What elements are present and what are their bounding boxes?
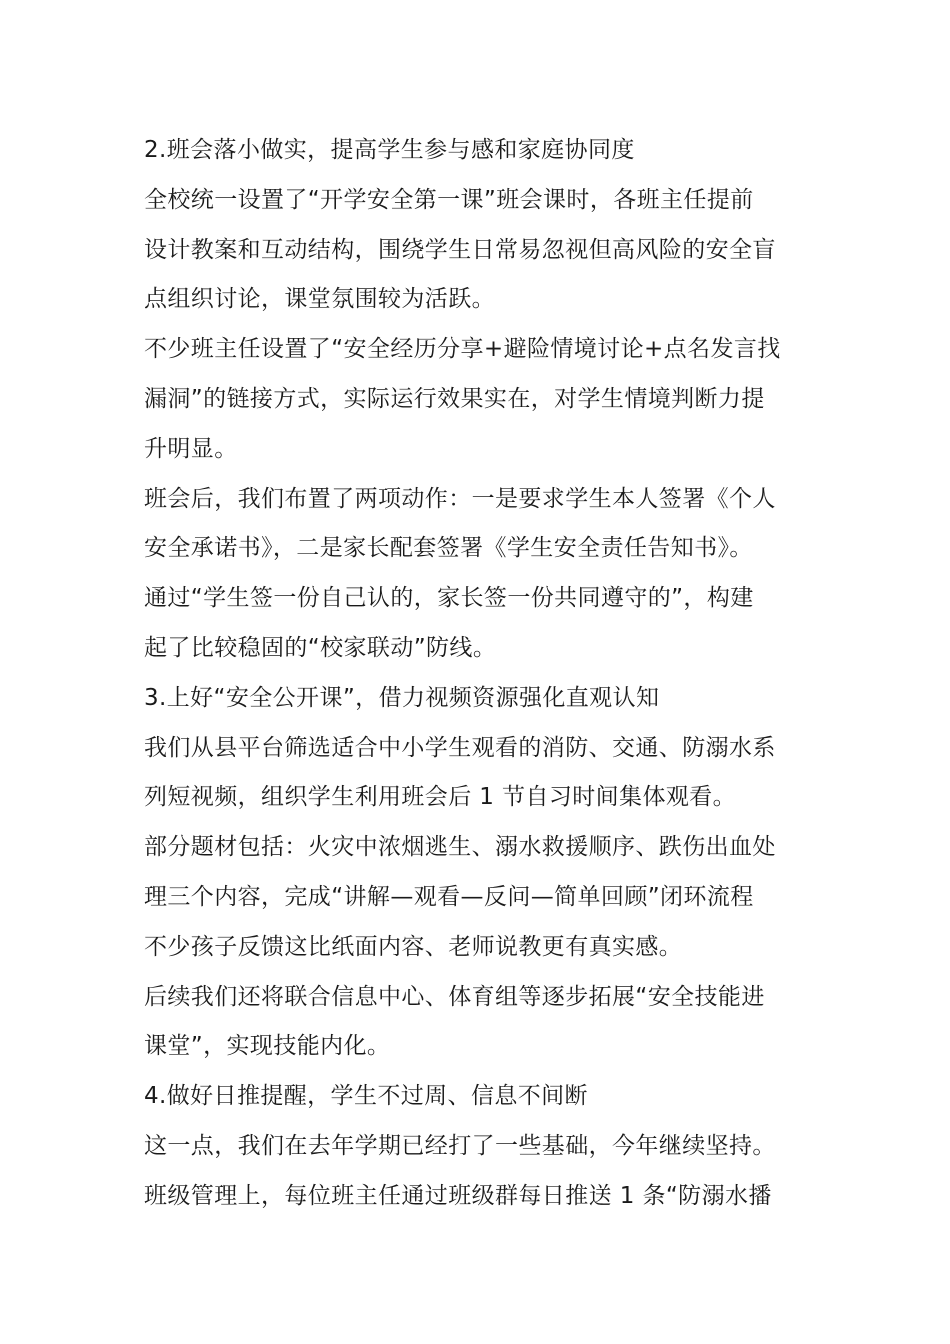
text-line: 列短视频，组织学生利用班会后 1 节自习时间集体观看。 — [144, 784, 737, 811]
text-line: 不少孩子反馈这比纸面内容、老师说教更有真实感。 — [144, 933, 683, 960]
text-line: 不少班主任设置了“安全经历分享+避险情境讨论+点名发言找 — [144, 336, 781, 363]
section-heading-2: 2.班会落小做实，提高学生参与感和家庭协同度 — [144, 137, 635, 163]
text-line: 部分题材包括：火灾中浓烟逃生、溺水救援顺序、跌伤出血处 — [144, 834, 776, 861]
text-line: 班会后，我们布置了两项动作：一是要求学生本人签署《个人 — [144, 485, 776, 512]
document-body — [144, 126, 824, 1222]
text-line: 漏洞”的链接方式，实际运行效果实在，对学生情境判断力提 — [144, 385, 765, 412]
text-line: 升明显。 — [144, 435, 238, 462]
text-line: 起了比较稳固的“校家联动”防线。 — [144, 634, 497, 661]
text-line: 理三个内容，完成“讲解—观看—反问—简单回顾”闭环流程 — [144, 883, 754, 910]
text-line: 课堂”，实现技能内化。 — [144, 1033, 391, 1060]
text-line: 我们从县平台筛选适合中小学生观看的消防、交通、防溺水系 — [144, 734, 776, 761]
text-line: 设计教案和互动结构，围绕学生日常易忽视但高风险的安全盲 — [144, 236, 776, 263]
text-line: 这一点，我们在去年学期已经打了一些基础，今年继续坚持。 — [144, 1132, 776, 1159]
text-line: 全校统一设置了“开学安全第一课”班会课时，各班主任提前 — [144, 186, 754, 213]
text-line: 班级管理上，每位班主任通过班级群每日推送 1 条“防溺水播 — [144, 1182, 772, 1209]
section-heading-4: 4.做好日推提醒，学生不过周、信息不间断 — [144, 1083, 588, 1110]
text-line: 安全承诺书》，二是家长配套签署《学生安全责任告知书》。 — [144, 535, 753, 562]
text-line: 点组织讨论，课堂氛围较为活跃。 — [144, 286, 495, 313]
section-heading-3: 3.上好“安全公开课”，借力视频资源强化直观认知 — [144, 684, 660, 711]
text-line: 后续我们还将联合信息中心、体育组等逐步拓展“安全技能进 — [144, 983, 765, 1010]
text-line: 通过“学生签一份自己认的，家长签一份共同遵守的”，构建 — [144, 585, 754, 612]
